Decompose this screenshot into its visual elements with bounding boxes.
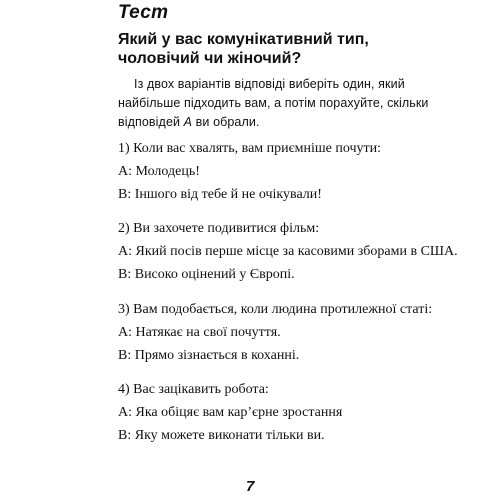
question-2: 2) Ви захочете подивитися фільм: [118,221,320,236]
instructions-text-start: Із двох варіантів відповіді виберіть один, який найбільше підходить вам, а потім порахуйте, скільки відповідей [118,77,429,129]
question-2-option-a: А: Який посів перше місце за касовими зборами в США. [118,244,458,259]
question-3-option-b: В: Прямо зізнається в коханні. [118,348,300,363]
question-1-option-a: А: Молодець! [118,164,200,179]
question-1-option-b: В: Іншого від тебе й не очікували! [118,187,322,202]
test-title: Який у вас комунікативний тип, чоловічий чи жіночий? [118,31,369,67]
question-4-option-a: А: Яка обіцяє вам кар’єрне зростання [118,405,343,420]
question-2-option-b: В: Високо оцінений у Європі. [118,267,295,282]
instructions-letter: А [183,115,193,129]
page-number: 7 [246,478,255,495]
instructions-paragraph [118,75,448,132]
question-1: 1) Коли вас хвалять, вам приємніше почути: [118,141,382,156]
question-4: 4) Вас зацікавить робота: [118,382,269,397]
page-heading: Тест [118,2,169,23]
question-3-option-a: А: Натякає на свої почуття. [118,325,281,340]
question-3: 3) Вам подобається, коли людина протилежної статі: [118,302,433,317]
instructions-text-end: ви обрали. [192,115,260,129]
question-4-option-b: В: Яку можете виконати тільки ви. [118,428,325,443]
